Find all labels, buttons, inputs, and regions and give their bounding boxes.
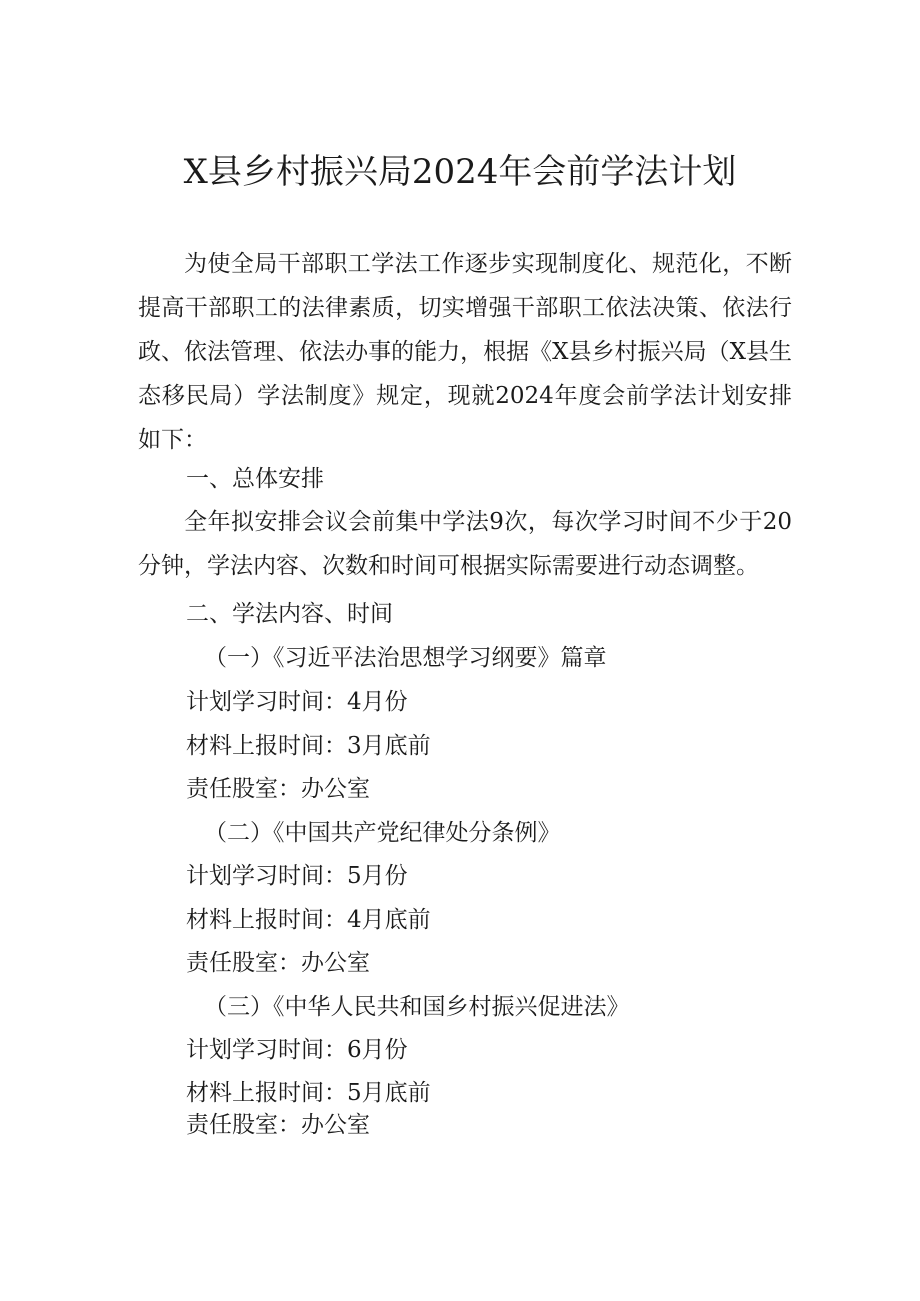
- item-2-department: 责任股室：办公室: [186, 950, 370, 976]
- item-2-subtitle: （二）《中国共产党纪律处分条例》: [204, 820, 561, 846]
- item-2-plan-time: 计划学习时间：5月份: [186, 863, 408, 889]
- item-3-subtitle: （三）《中华人民共和国乡村振兴促进法》: [204, 994, 630, 1020]
- section-1-heading: 一、总体安排: [186, 466, 324, 492]
- item-1-subtitle: （一）《习近平法治思想学习纲要》篇章: [204, 645, 607, 671]
- section-2-heading: 二、学法内容、时间: [186, 601, 393, 627]
- item-3-department: 责任股室：办公室: [186, 1112, 370, 1138]
- item-1-plan-time: 计划学习时间：4月份: [186, 689, 408, 715]
- section-1-paragraph: 全年拟安排会议会前集中学法9次，每次学习时间不少于20分钟，学法内容、次数和时间可根据实际需要进行动态调整。: [138, 509, 792, 579]
- item-3-plan-time: 计划学习时间：6月份: [186, 1037, 408, 1063]
- document-title: X县乡村振兴局2024年会前学法计划: [183, 152, 737, 192]
- item-2-report-time: 材料上报时间：4月底前: [186, 907, 431, 933]
- intro-paragraph: 为使全局干部职工学法工作逐步实现制度化、规范化，不断提高干部职工的法律素质，切实增强干部职工依法决策、依法行政、依法管理、依法办事的能力，根据《X县乡村振兴局（X县生态移民局）学法制度》规定，现就2024年度会前学法计划安排如下：: [138, 251, 792, 453]
- item-3-report-time: 材料上报时间：5月底前: [186, 1080, 431, 1106]
- item-1-report-time: 材料上报时间：3月底前: [186, 733, 431, 759]
- item-1-department: 责任股室：办公室: [186, 776, 370, 802]
